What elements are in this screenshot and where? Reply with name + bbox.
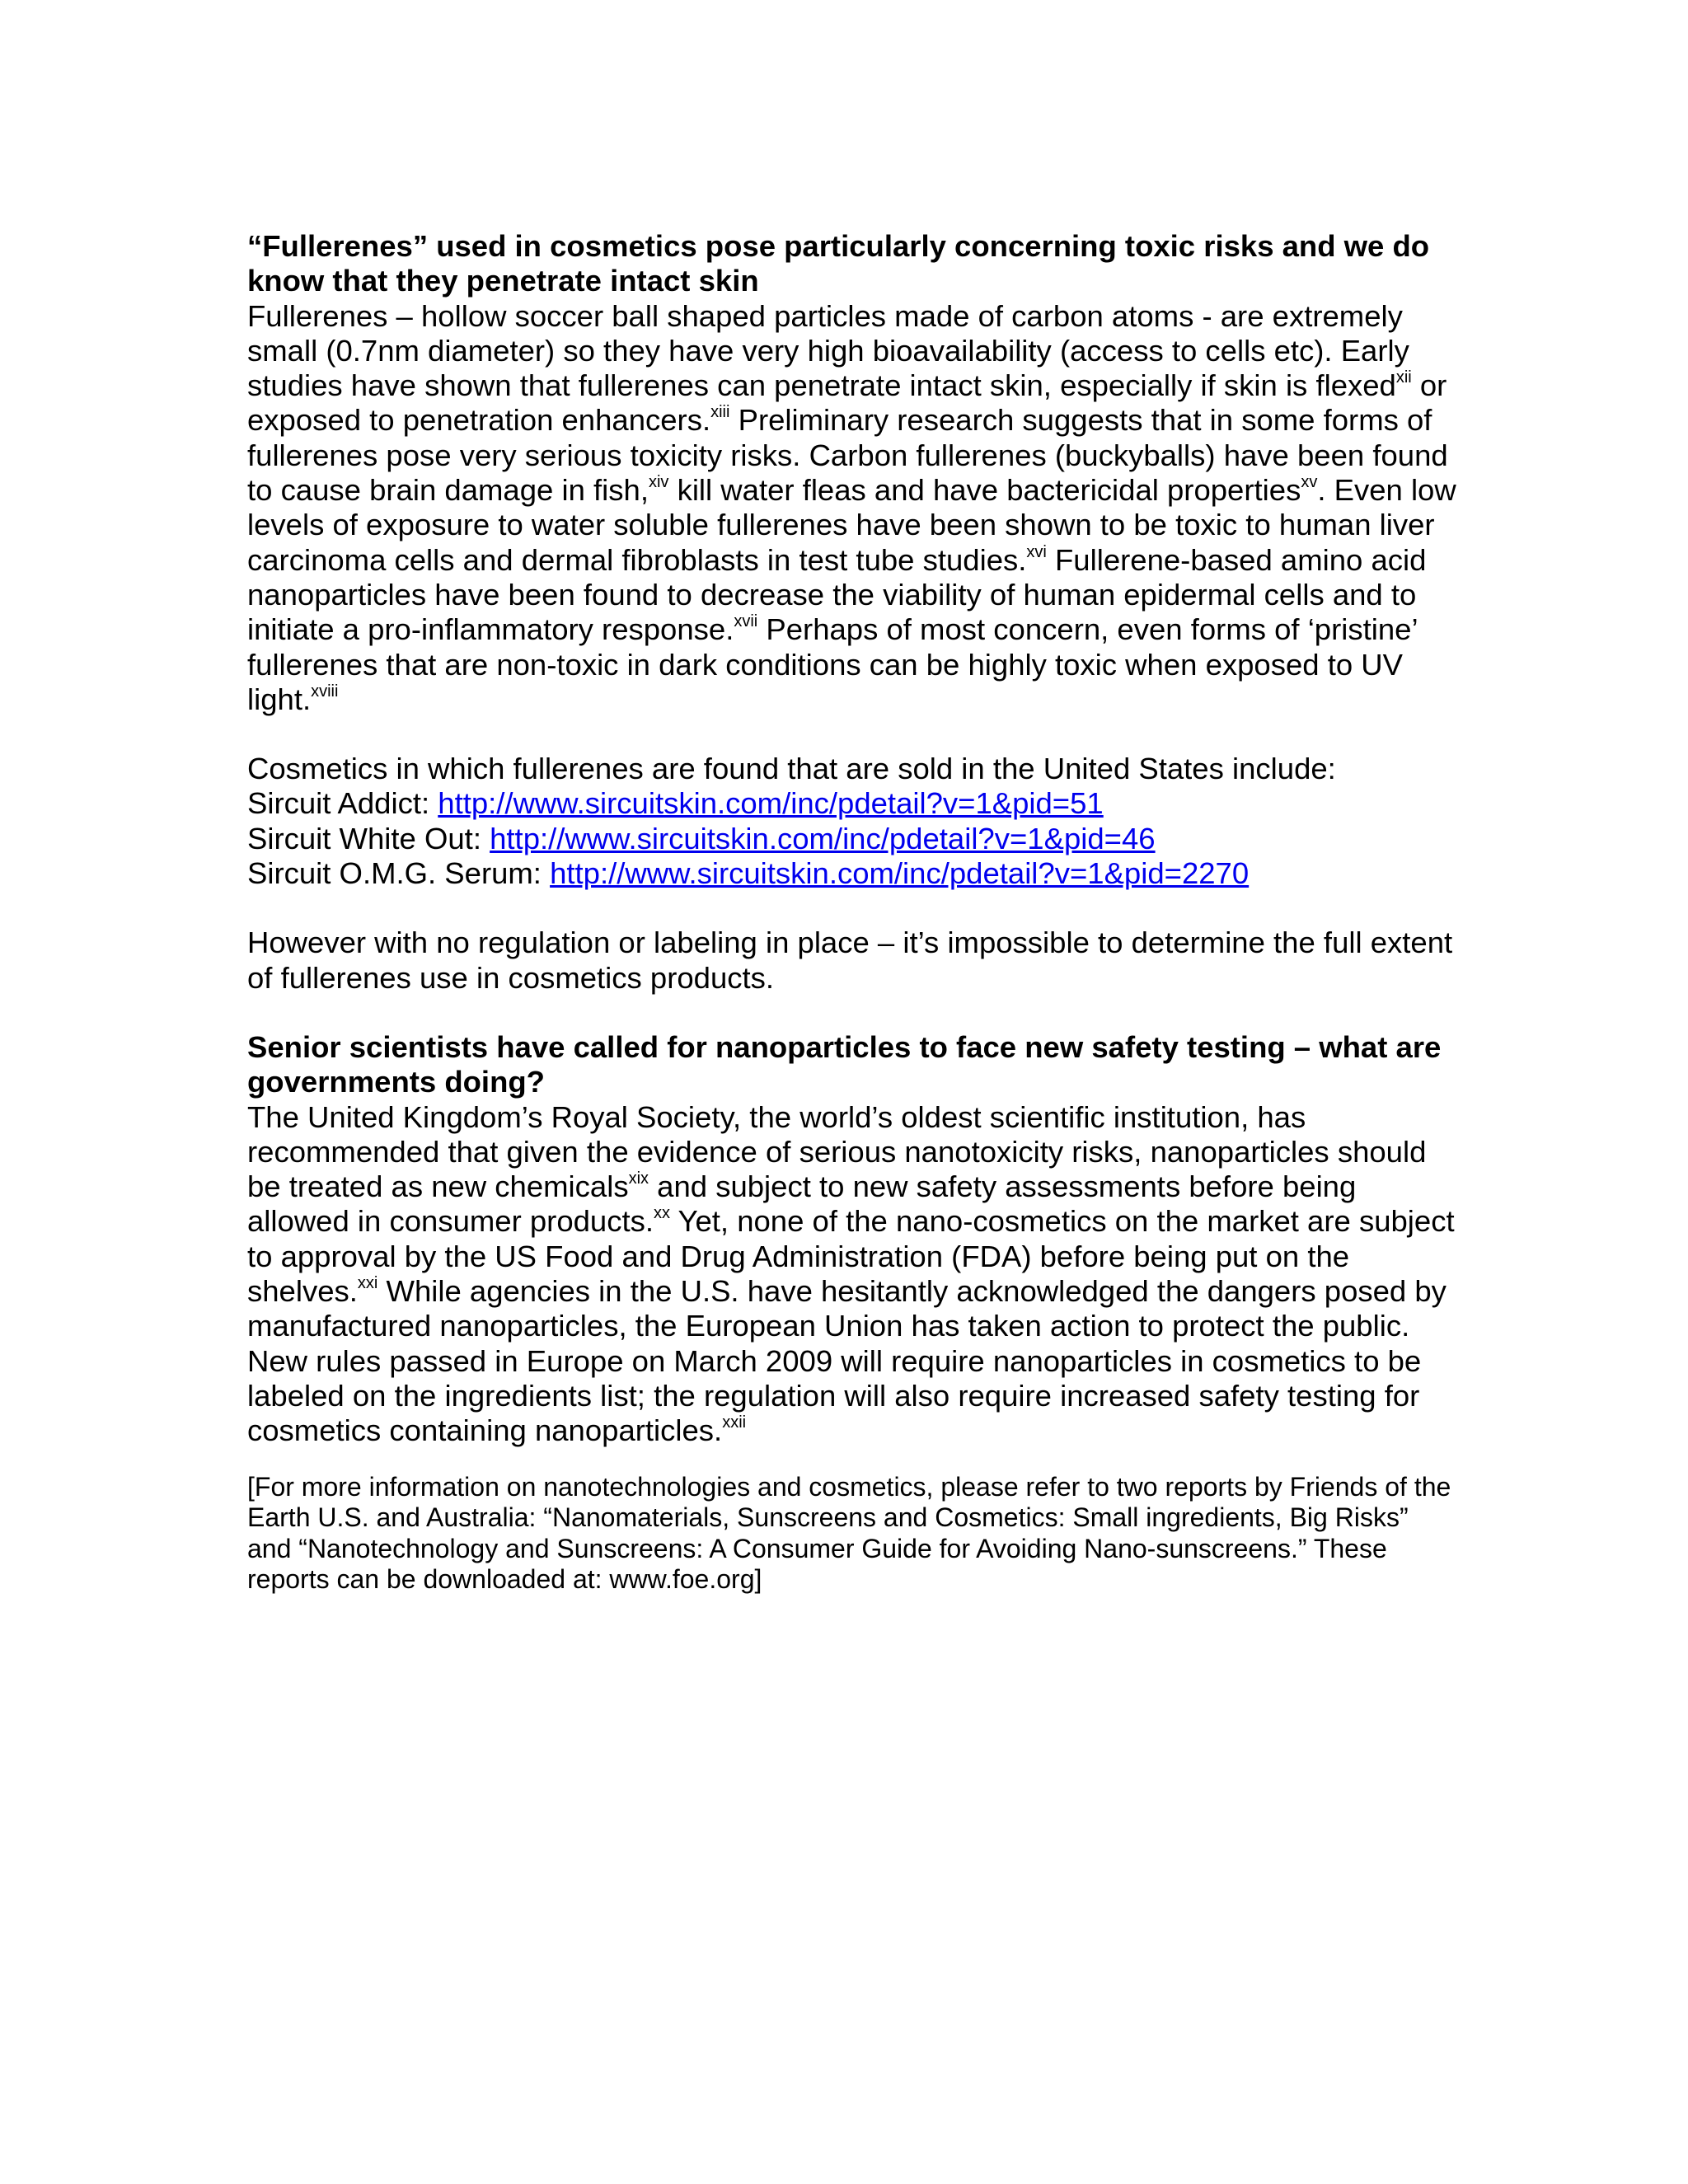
product-line <box>247 822 1459 856</box>
footnote-ref: xix <box>628 1169 649 1188</box>
products-intro: Cosmetics in which fullerenes are found that are sold in the United States include: <box>247 752 1336 786</box>
section-heading-fullerenes: “Fullerenes” used in cosmetics pose particularly concerning toxic risks and we do know that they penetrate intact skin <box>247 229 1430 298</box>
governments-paragraph <box>247 1100 1459 1449</box>
product-name: Sircuit Addict: <box>247 786 438 821</box>
footnote-ref: xvii <box>734 612 758 631</box>
text-run: The United Kingdom’s Royal Society, the world’s oldest scientific institution, has recommended that given the evidence of serious nanotoxicity risks, nanoparticles should be treated as new chemicals <box>247 1099 1427 1204</box>
product-link[interactable]: http://www.sircuitskin.com/inc/pdetail?v=1&pid=46 <box>490 821 1156 855</box>
text-run: Preliminary research suggests that in some forms of fullerenes pose very serious toxicity risks. Carbon fullerenes (buckyballs) have been found to cause brain damage in fish, <box>247 403 1448 508</box>
product-name: Sircuit White Out: <box>247 821 490 855</box>
regulation-paragraph: However with no regulation or labeling in place – it’s impossible to determine the full extent of fullerenes use in cosmetics products. <box>247 926 1453 995</box>
footnote-ref: xiii <box>710 403 730 422</box>
text-run: Fullerenes – hollow soccer ball shaped particles made of carbon atoms - are extremely small (0.7nm diameter) so they have very high bioavailability (access to cells etc). Early studies have shown that fullerenes can penetrate intact skin, especially if skin is flexed <box>247 298 1409 403</box>
text-run: Yet, none of the nano-cosmetics on the market are subject to approval by the US Food and Drug Administration (FDA) before being put on the shelves. <box>247 1204 1455 1309</box>
product-name: Sircuit O.M.G. Serum: <box>247 856 551 891</box>
footnote-ref: xxi <box>357 1274 378 1293</box>
product-line <box>247 856 1459 891</box>
product-link[interactable]: http://www.sircuitskin.com/inc/pdetail?v=1&pid=2270 <box>550 856 1250 891</box>
section-heading-governments: Senior scientists have called for nanoparticles to face new safety testing – what are governments doing? <box>247 1029 1442 1099</box>
text-run: While agencies in the U.S. have hesitantly acknowledged the dangers posed by manufactured nanoparticles, the European Union has taken action to protect the public. New rules passed in Europe on March 2009 will require nanoparticles in cosmetics to be labeled on the ingredients list; the regulation will also require increased safety testing for cosmetics containing nanoparticles. <box>247 1274 1447 1448</box>
closing-note: [For more information on nanotechnologies and cosmetics, please refer to two reports by Friends of the Earth U.S. and Australia: “Nanomaterials, Sunscreens and Cosmetics: Small ingredients, Big Risks” and “Nanotechnology and Sunscreens: A Consumer Guide for Avoiding Nano-sunscreens.” These reports can be downloaded at: www.foe.org] <box>247 1471 1451 1594</box>
footnote-ref: xxii <box>722 1413 747 1432</box>
text-run: Perhaps of most concern, even forms of ‘pristine’ fullerenes that are non-toxic in dark conditions can be highly toxic when exposed to UV light. <box>247 612 1418 716</box>
text-run: and subject to new safety assessments before being allowed in consumer products. <box>247 1169 1357 1239</box>
product-line <box>247 786 1459 821</box>
footnote-ref: xvi <box>1026 542 1047 561</box>
fullerenes-paragraph <box>247 299 1459 718</box>
text-run: . Even low levels of exposure to water soluble fullerenes have been shown to be toxic to human liver carcinoma cells and dermal fibroblasts in test tube studies. <box>247 473 1456 577</box>
footnote-ref: xx <box>654 1204 670 1223</box>
footnote-ref: xviii <box>311 682 339 701</box>
footnote-ref: xv <box>1301 473 1318 492</box>
products-block <box>247 752 1459 891</box>
footnote-ref: xiv <box>648 473 669 492</box>
text-run: or exposed to penetration enhancers. <box>247 368 1447 438</box>
text-run: kill water fleas and have bactericidal properties <box>668 473 1301 508</box>
product-link[interactable]: http://www.sircuitskin.com/inc/pdetail?v=1&pid=51 <box>438 786 1104 821</box>
footnote-ref: xii <box>1395 368 1412 387</box>
document-page <box>247 229 1459 1596</box>
text-run: Fullerene-based amino acid nanoparticles have been found to decrease the viability of human epidermal cells and to initiate a pro-inflammatory response. <box>247 542 1427 647</box>
